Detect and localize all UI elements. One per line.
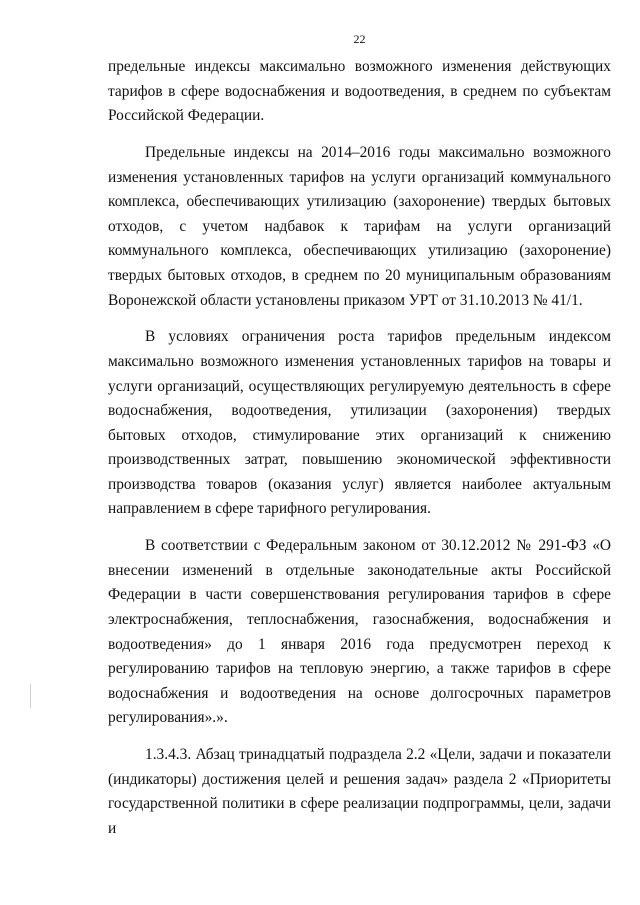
paragraph-federal-law: В соответствии с Федеральным законом от 30.12.2012 № 291-ФЗ «О внесении изменений в отдельные законодательные акты Российской Федерации в части совершенствования регулирования тарифов в сфере электроснабжения, теплоснабжения, газоснабжения, водоснабжения и водоотведения» до 1 января 2016 года предусмотрен переход к регулированию тарифов на тепловую энергию, а также тарифов в сфере водоснабжения и водоотведения на основе долгосрочных параметров регулирования».». bbox=[108, 537, 611, 727]
paragraph-subsection-amendment: 1.3.4.3. Абзац тринадцатый подраздела 2.2 «Цели, задачи и показатели (индикаторы) достижения целей и решения задач» раздела 2 «Приоритеты государственной политики в сфере реализации подпрограммы, цели, задачи и bbox=[108, 746, 611, 837]
document-body bbox=[108, 55, 611, 842]
paragraph-tariff-growth-conditions: В условиях ограничения роста тарифов предельным индексом максимально возможного изменения установленных тарифов на товары и услуги организаций, осуществляющих регулируемую деятельность в сфере водоснабжения, водоотведения, утилизации (захоронения) твердых бытовых отходов, стимулирование этих организаций к снижению производственных затрат, повышению экономической эффективности производства товаров (оказания услуг) является наиболее актуальным направлением в сфере тарифного регулирования. bbox=[108, 328, 611, 518]
paragraph-price-indices: Предельные индексы на 2014–2016 годы максимально возможного изменения установленных тарифов на услуги организаций коммунального комплекса, обеспечивающих утилизацию (захоронение) твердых бытовых отходов, с учетом надбавок к тарифам на услуги организаций коммунального комплекса, обеспечивающих утилизацию (захоронение) твердых бытовых отходов, в среднем по 20 муниципальным образованиям Воронежской области установлены приказом УРТ от 31.10.2013 № 41/1. bbox=[108, 143, 611, 309]
page-number: 22 bbox=[353, 32, 366, 46]
margin-scan-mark bbox=[30, 684, 31, 708]
paragraph-continuation: предельные индексы максимально возможного изменения действующих тарифов в сфере водоснабжения и водоотведения, в среднем по субъектам Российской Федерации. bbox=[108, 58, 611, 125]
